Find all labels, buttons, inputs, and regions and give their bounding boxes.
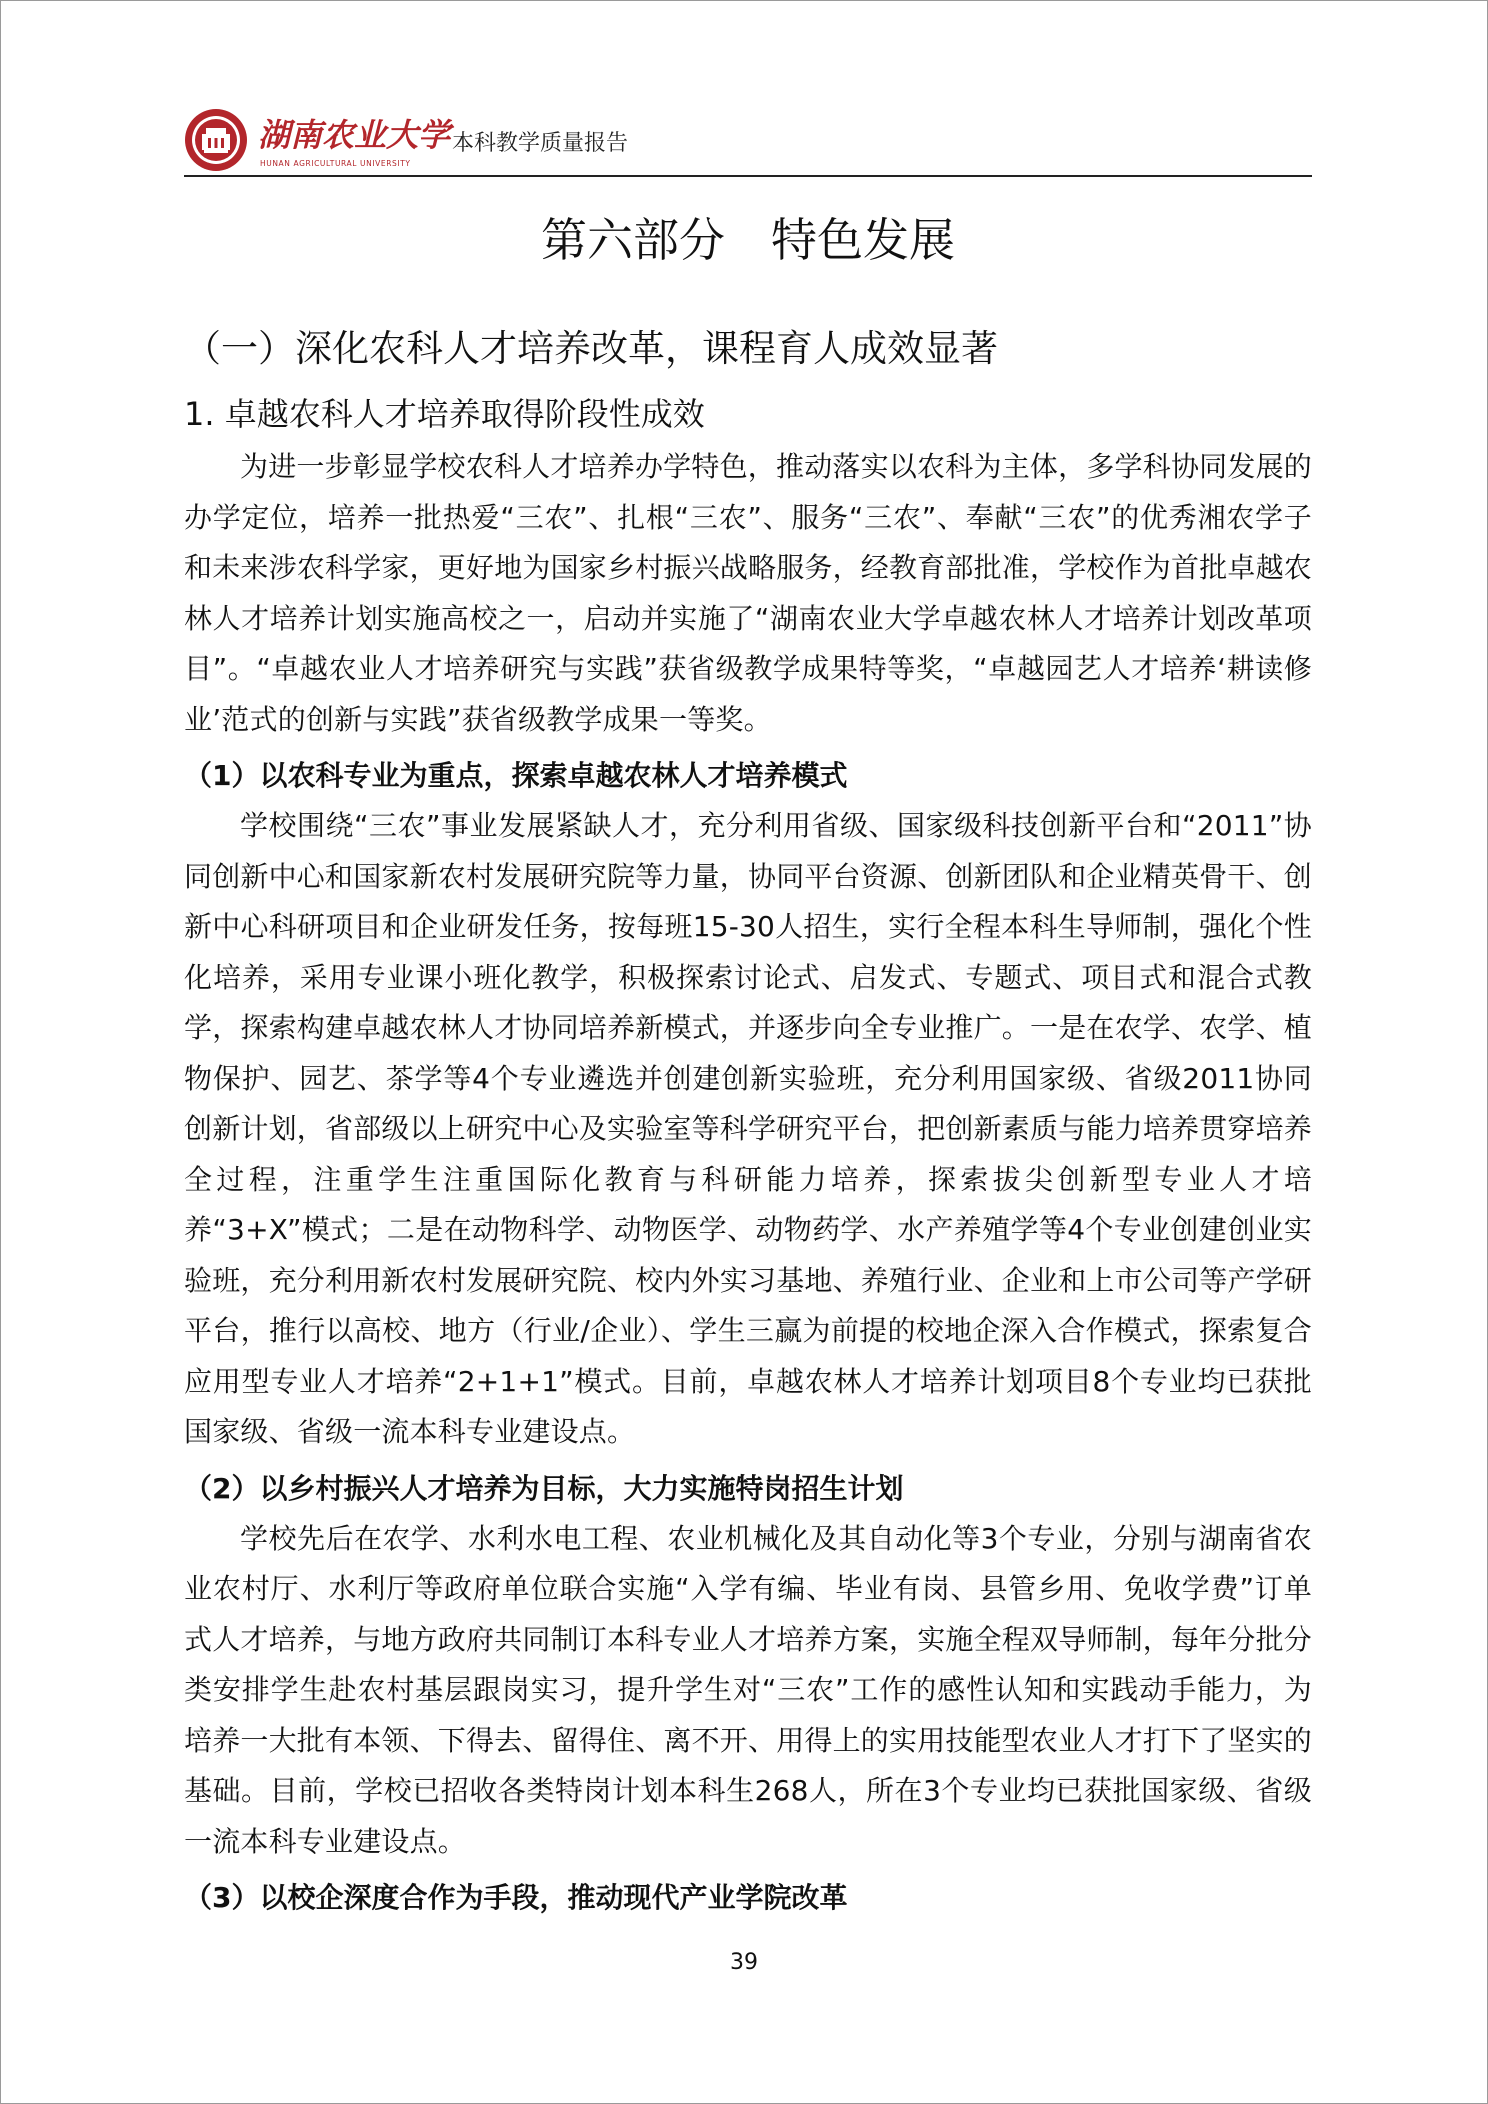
item-title-2: （2）以乡村振兴人才培养为目标，大力实施特岗招生计划	[184, 1471, 904, 1505]
report-title: 本科教学质量报告	[452, 131, 629, 156]
subsection-title: 1. 卓越农科人才培养取得阶段性成效	[184, 395, 705, 433]
page-header	[184, 104, 1312, 174]
svg-text:湖南农业大学: 湖南农业大学	[258, 116, 451, 154]
section-title: （一）深化农科人才培养改革，课程育人成效显著	[184, 327, 998, 370]
intro-paragraph: 为进一步彰显学校农科人才培养办学特色，推动落实以农科为主体，多学科协同发展的办学定位，培养一批热爱“三农”、扎根“三农”、服务“三农”、奉献“三农”的优秀湘农学子和未来涉农科学家，更好地为国家乡村振兴战略服务，经教育部批准，学校作为首批卓越农林人才培养计划实施高校之一，启动并实施了“湖南农业大学卓越农林人才培养计划改革项目”。“卓越农业人才培养研究与实践”获省级教学成果特等奖，“卓越园艺人才培养‘耕读修业’范式的创新与实践”获省级教学成果一等奖。	[184, 450, 1313, 736]
item-title-1: （1）以农科专业为重点，探索卓越农林人才培养模式	[184, 759, 848, 792]
header-divider	[184, 175, 1312, 177]
item-title-3: （3）以校企深度合作为手段，推动现代产业学院改革	[184, 1881, 848, 1914]
item-paragraph-1: 学校围绕“三农”事业发展紧缺人才，充分利用省级、国家级科技创新平台和“2011”协同创新中心和国家新农村发展研究院等力量，协同平台资源、创新团队和企业精英骨干、创新中心科研项目和企业研发任务，按每班15-30人招生，实行全程本科生导师制，强化个性化培养，采用专业课小班化教学，积极探索讨论式、启发式、专题式、项目式和混合式教学，探索构建卓越农林人才协同培养新模式，并逐步向全专业推广。一是在农学、农学、植物保护、园艺、茶学等4个专业遴选并创建创新实验班，充分利用国家级、省级2011协同创新计划，省部级以上研究中心及实验室等科学研究平台，把创新素质与能力培养贯穿培养全过程，注重学生注重国际化教育与科研能力培养，探索拔尖创新型专业人才培养“3+X”模式；二是在动物科学、动物医学、动物药学、水产养殖学等4个专业创建创业实验班，充分利用新农村发展研究院、校内外实习基地、养殖行业、企业和上市公司等产学研平台，推行以高校、地方（行业/企业）、学生三赢为前提的校地企深入合作模式，探索复合应用型专业人才培养“2+1+1”模式。目前，卓越农林人才培养计划项目8个专业均已获批国家级、省级一流本科专业建设点。	[184, 809, 1313, 1448]
main-content	[184, 206, 1312, 1923]
svg-text:HUNAN AGRICULTURAL UNIVERSITY: HUNAN AGRICULTURAL UNIVERSITY	[260, 159, 411, 168]
university-seal-logo	[184, 108, 248, 172]
part-title: 第六部分 特色发展	[541, 213, 955, 267]
page-number: 39	[730, 1950, 758, 1975]
item-paragraph-2: 学校先后在农学、水利水电工程、农业机械化及其自动化等3个专业，分别与湖南省农业农村厅、水利厅等政府单位联合实施“入学有编、毕业有岗、县管乡用、免收学费”订单式人才培养，与地方政府共同制订本科专业人才培养方案，实施全程双导师制，每年分批分类安排学生赴农村基层跟岗实习，提升学生对“三农”工作的感性认知和实践动手能力，为培养一大批有本领、下得去、留得住、离不开、用得上的实用技能型农业人才打下了坚实的基础。目前，学校已招收各类特岗计划本科生268人，所在3个专业均已获批国家级、省级一流本科专业建设点。	[184, 1521, 1313, 1858]
university-wordmark-logo	[256, 108, 451, 172]
